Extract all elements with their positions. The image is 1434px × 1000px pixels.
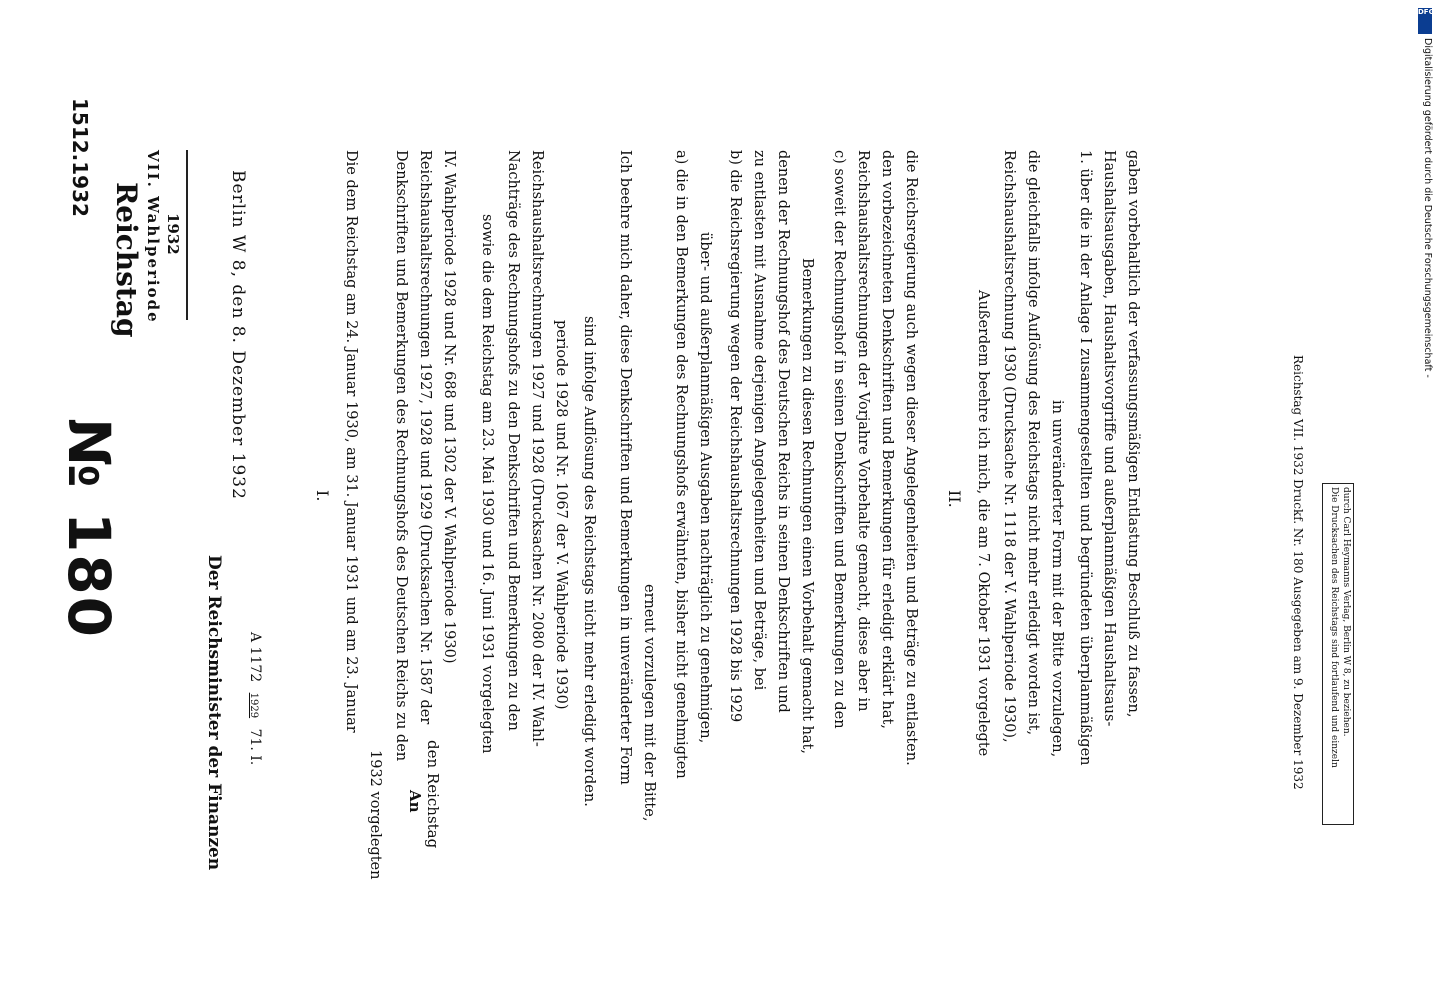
body-line: denen der Rechnungshof des Deutschen Reichs in seinen Denkschriften und	[775, 150, 791, 713]
section-2-heading: II.	[945, 490, 964, 508]
dfg-logo-icon	[1418, 8, 1432, 34]
body-line: Reichshaushaltsrechnungen 1927 und 1928 (Drucksachen Nr. 2080 der IV. Wahl-	[529, 150, 545, 747]
document-number: № 180	[55, 418, 123, 640]
box-line-2: durch Carl Heymanns Verlag, Berlin W 8, zu beziehen.	[1341, 487, 1351, 737]
body-line: in unveränderter Form mit der Bitte vorzulegen,	[1049, 400, 1065, 758]
body-line: Bemerkungen zu diesen Rechnungen einen Vorbehalt gemacht hat,	[799, 258, 815, 754]
reichstag-period: VII. Wahlperiode	[144, 150, 162, 324]
reference-prefix: A 1172	[247, 632, 263, 683]
place-date: Berlin W 8, den 8. Dezember 1932	[228, 170, 248, 500]
body-line: gaben vorbehaltlich der verfassungsmäßigen Entlastung Beschluß zu fassen,	[1125, 150, 1141, 718]
body-line: IV. Wahlperiode 1928 und Nr. 688 und 1302 der V. Wahlperiode 1930)	[441, 150, 457, 664]
body-line: Denkschriften und Bemerkungen des Rechnungshofs des Deutschen Reichs zu den	[393, 150, 409, 762]
body-line: den vorbezeichneten Denkschriften und Bemerkungen für erledigt erklärt hat,	[879, 150, 895, 729]
box-line-1: Die Drucksachen des Reichstags sind fortlaufend und einzeln	[1329, 487, 1339, 768]
body-line: die gleichfalls infolge Auflösung des Reichstags nicht mehr erledigt worden ist,	[1025, 150, 1041, 736]
body-line: Haushaltsausgaben, Haushaltsvorgriffe und außerplanmäßigen Haushaltsaus-	[1101, 150, 1117, 727]
body-line: c) soweit der Rechnungshof in seinen Denkschriften und Bemerkungen zu den	[831, 150, 847, 729]
body-line: 1932 vorgelegten	[367, 750, 383, 880]
body-line: b) die Reichsregierung wegen der Reichshaushaltsrechnungen 1928 bis 1929	[727, 150, 743, 723]
body-line: Reichshaushaltsrechnung 1930 (Drucksache Nr. 1118 der V. Wahlperiode 1930),	[1001, 150, 1017, 743]
body-line: sind infolge Auflösung des Reichstags nicht mehr erledigt worden.	[581, 316, 597, 807]
reference-fraction: 1929	[248, 692, 259, 719]
body-line: die Reichsregierung auch wegen dieser Angelegenheiten und Beträge zu entlasten.	[903, 150, 919, 766]
body-line: Außerdem beehre ich mich, die am 7. Oktober 1931 vorgelegte	[975, 290, 991, 757]
body-line: sowie die dem Reichstag am 23. Mai 1930 und 16. Juni 1931 vorgelegten	[479, 214, 495, 754]
section-1-heading: I.	[313, 490, 332, 502]
body-line: Nachträge des Rechnungshofs zu den Denkschriften und Bemerkungen zu den	[505, 150, 521, 731]
body-line: zu entlasten mit Ausnahme derjenigen Angelegenheiten und Beträge, bei	[751, 150, 767, 691]
body-line: periode 1928 und Nr. 1067 der V. Wahlperiode 1930)	[553, 320, 569, 710]
body-line: Ich beehre mich daher, diese Denkschriften und Bemerkungen in unveränderter Form	[617, 150, 633, 785]
sender-line: Der Reichsminister der Finanzen	[204, 555, 224, 871]
addressee-reichstag: den Reichstag	[424, 740, 442, 849]
body-line: Die dem Reichstag am 24. Januar 1930, am 31. Januar 1931 und am 23. Januar	[343, 150, 359, 733]
reference-line	[248, 632, 262, 765]
body-line: Reichshaushaltsrechnungen 1927, 1928 und 1929 (Drucksachen Nr. 1587 der	[417, 150, 433, 725]
footer-imprint: Reichstag VII. 1932 Druckf. Nr. 180 Ausgegeben am 9. Dezember 1932	[1291, 355, 1305, 790]
body-line: 1. über die in der Anlage I zusammengestellten und begründeten überplanmäßigen	[1077, 150, 1093, 766]
reference-suffix: 71. I.	[247, 728, 263, 766]
dfg-logo-text: DFG	[1418, 8, 1434, 16]
body-line: Reichshaushaltsrechnungen der Vorjahre Vorbehalte gemacht, diese aber in	[855, 150, 871, 712]
archive-number: 1512.1932	[68, 98, 92, 217]
body-line: über- und außerplanmäßigen Ausgaben nachträglich zu genehmigen,	[697, 232, 713, 744]
header-rule	[186, 150, 188, 320]
body-line: a) die in den Bemerkungen des Rechnungshofs erwähnten, bisher nicht genehmigten	[673, 150, 689, 779]
addressee-an: An	[406, 790, 424, 813]
digitization-note: Digitalisierung gefördert durch die Deutsche Forschungsgemeinschaft -	[1422, 38, 1433, 378]
reichstag-year: 1932	[164, 213, 182, 255]
body-line: erneut vorzulegen mit der Bitte,	[641, 584, 657, 822]
reichstag-title: Reichstag	[110, 182, 143, 338]
